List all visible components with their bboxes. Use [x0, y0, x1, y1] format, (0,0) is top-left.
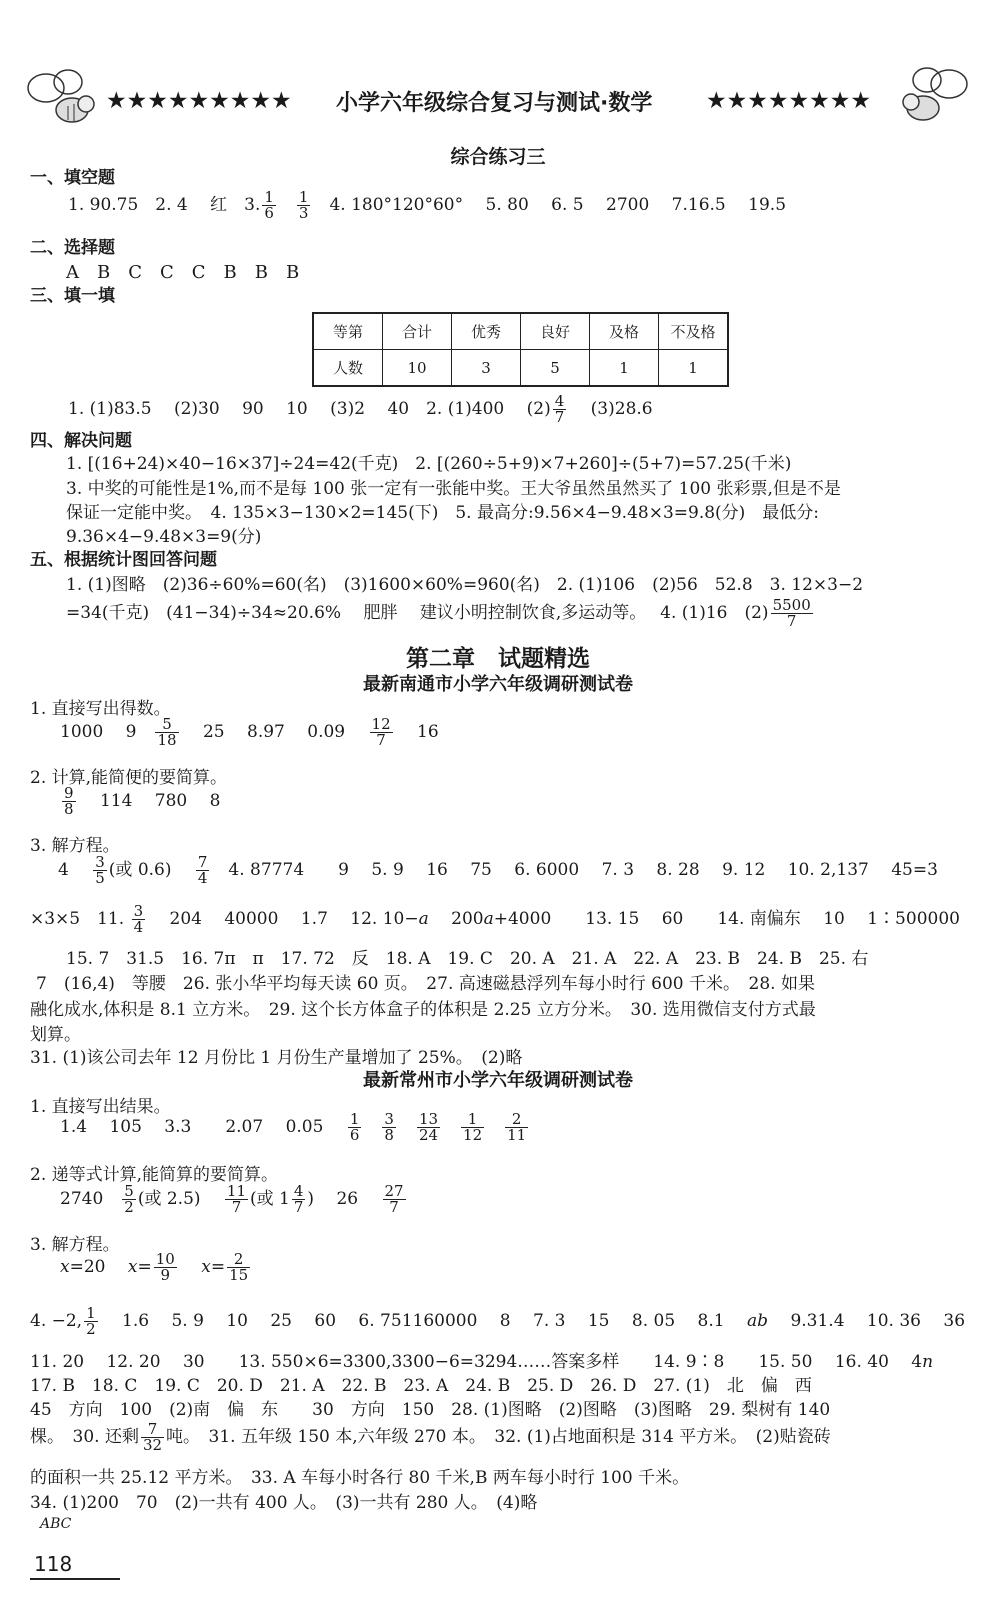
fraction: $\frac{7}{32}$	[142, 1420, 163, 1454]
section-5-heading: 五、根据统计图回答问题	[30, 550, 217, 570]
nt-line: 融化成水,体积是 8.1 立方米。 29. 这个长方体盒子的体积是 2.25 立方分米。 30. 选用微信支付方式最	[30, 1000, 816, 1020]
nantong-title: 最新南通市小学六年级调研测试卷	[363, 674, 633, 695]
s4-line: 3. 中奖的可能性是1%,而不是每 100 张一定有一张能中奖。王大爷虽然虽然买了 100 张彩票,但是不是	[66, 479, 841, 499]
footer-rule	[30, 1578, 120, 1580]
nt-q3: 3. 解方程。	[30, 836, 120, 856]
cz-line: 11. 20 12. 20 30 13. 550×6=3300,3300−6=3294……答案多样 14. 9∶8 15. 50 16. 40 4n	[30, 1352, 934, 1372]
fraction: $\frac{7}{4}$	[197, 853, 208, 887]
cz-q2-answers: 2740 $\frac{5}{2}$ (或 2.5) $\frac{11}{7}$ (或 1 $\frac{4}{7}$ ) 26 $\frac{27}{7}$	[60, 1182, 404, 1216]
nt-line: 4 $\frac{3}{5}$ (或 0.6) $\frac{7}{4}$ 4. 87774 9 5. 9 16 75 6. 6000 7. 3 8. 28 9. 12 10. 2,137 45=3	[58, 853, 938, 887]
footer-stamp: ABC	[40, 1516, 72, 1532]
section-3-heading: 三、填一填	[30, 286, 115, 306]
table-cell: 10	[383, 350, 452, 387]
fraction: $\frac{3}{5}$	[95, 853, 105, 887]
nt-q1: 1. 直接写出得数。	[30, 699, 171, 719]
cz-line: 4. −2, $\frac{1}{2}$ 1.6 5. 9 10 25 60 6. 751160000 8 7. 3 15 8. 05 8.1 ab 9.31.4 10. 36 36	[30, 1304, 966, 1338]
cz-line: 34. (1)200 70 (2)一共有 400 人。 (3)一共有 280 人。 (4)略	[30, 1493, 538, 1513]
bee-illustration-left-icon	[24, 64, 104, 134]
page-number: 118	[34, 1552, 73, 1576]
fraction: $\frac{5}{18}$	[157, 715, 177, 749]
nt-line: 划算。	[30, 1025, 81, 1045]
fraction: $\frac{4}{7}$	[554, 392, 565, 426]
table-cell: 1	[659, 350, 729, 387]
s5-line: 1. (1)图略 (2)36÷60%=60(名) (3)1600×60%=960(名) 2. (1)106 (2)56 52.8 3. 12×3−2	[66, 575, 864, 595]
cz-line: 的面积一共 25.12 平方米。 33. A 车每小时各行 80 千米,B 两车每小时行 100 千米。	[30, 1468, 690, 1488]
table-header-cell: 良好	[521, 313, 590, 350]
fraction: $\frac{2}{15}$	[229, 1250, 249, 1284]
table-header-cell: 优秀	[452, 313, 521, 350]
bee-illustration-right-icon	[893, 62, 973, 132]
nt-line: 15. 7 31.5 16. 7π π 17. 72 反 18. A 19. C 20. A 21. A 22. A 23. B 24. B 25. 右	[66, 949, 869, 969]
grade-table	[312, 312, 729, 387]
fraction: $\frac{10}{9}$	[155, 1250, 175, 1284]
fraction: $\frac{1}{6}$	[264, 188, 274, 222]
section-4-heading: 四、解决问题	[30, 431, 132, 451]
cz-q3: 3. 解方程。	[30, 1235, 120, 1255]
table-cell: 5	[521, 350, 590, 387]
nt-q2-answers: $\frac{9}{8}$ 114 780 8	[64, 784, 221, 818]
s4-line: 9.36×4−9.48×3=9(分)	[66, 527, 262, 547]
fraction: $\frac{11}{7}$	[226, 1182, 247, 1216]
fraction: $\frac{5}{2}$	[124, 1182, 134, 1216]
cz-line: 17. B 18. C 19. C 20. D 21. A 22. B 23. A 24. B 25. D 26. D 27. (1) 北 偏 西	[30, 1376, 812, 1396]
cz-q2: 2. 递等式计算,能简算的要简算。	[30, 1165, 279, 1185]
chapter-title: 第二章 试题精选	[406, 646, 590, 672]
changzhou-title: 最新常州市小学六年级调研测试卷	[363, 1070, 633, 1091]
practice-title: 综合练习三	[450, 146, 546, 168]
fraction: $\frac{1}{3}$	[298, 188, 309, 222]
fraction: $\frac{4}{7}$	[293, 1182, 304, 1216]
fraction: $\frac{12}{7}$	[371, 715, 391, 749]
header-stars-right: ★★★★★★★★	[706, 88, 871, 114]
s1-answers: 1. 90.75 2. 4 红 3. $\frac{1}{6}$ $\frac{1}{3}$ 4. 180°120°60° 5. 80 6. 5 2700 7.16.5 19.5	[68, 188, 787, 222]
fraction: $\frac{2}{11}$	[507, 1110, 527, 1144]
fraction: $\frac{9}{8}$	[64, 784, 74, 818]
s3-answers: 1. (1)83.5 (2)30 90 10 (3)2 40 2. (1)400 (2) $\frac{4}{7}$ (3)28.6	[68, 392, 653, 426]
section-2-heading: 二、选择题	[30, 238, 115, 258]
fraction: $\frac{27}{7}$	[384, 1182, 404, 1216]
table-header-cell: 等第	[313, 313, 383, 350]
table-header-cell: 及格	[590, 313, 659, 350]
cz-line: 45 方向 100 (2)南 偏 东 30 方向 150 28. (1)图略 (2)图略 (3)图略 29. 梨树有 140	[30, 1400, 831, 1420]
s4-line: 保证一定能中奖。 4. 135×3−130×2=145(下) 5. 最高分:9.56×4−9.48×3=9.8(分) 最低分:	[66, 503, 820, 523]
header-title: 小学六年级综合复习与测试·数学	[336, 91, 653, 116]
fraction: $\frac{1}{2}$	[86, 1304, 96, 1338]
table-row	[313, 350, 728, 387]
table-cell: 3	[452, 350, 521, 387]
s5-line: =34(千克) (41−34)÷34≈20.6% 肥胖 建议小明控制饮食,多运动等。 4. (1)16 (2) $\frac{5500}{7}$	[66, 596, 811, 630]
header-stars-left: ★★★★★★★★★	[106, 88, 292, 114]
nt-q1-answers: 1000 9 $\frac{5}{18}$ 25 8.97 0.09 $\frac{12}{7}$ 16	[60, 715, 439, 749]
table-header-cell: 不及格	[659, 313, 729, 350]
fraction: $\frac{3}{8}$	[384, 1110, 394, 1144]
fraction: $\frac{13}{24}$	[418, 1110, 439, 1144]
section-1-heading: 一、填空题	[30, 168, 115, 188]
nt-line: 31. (1)该公司去年 12 月份比 1 月份生产量增加了 25%。 (2)略	[30, 1048, 523, 1068]
cz-q1-answers: 1.4 105 3.3 2.07 0.05 $\frac{1}{6}$ $\frac{3}{8}$ $\frac{13}{24}$ $\frac{1}{12}$ $\frac{2}{11}$	[60, 1110, 527, 1144]
cz-q1: 1. 直接写出结果。	[30, 1097, 171, 1117]
cz-q3-answers: x=20 x= $\frac{10}{9}$ x= $\frac{2}{15}$	[60, 1250, 249, 1284]
nt-line: 7 (16,4) 等腰 26. 张小华平均每天读 60 页。 27. 高速磁悬浮列车每小时行 600 千米。 28. 如果	[36, 974, 815, 994]
fraction: $\frac{3}{4}$	[133, 902, 144, 936]
table-cell: 人数	[313, 350, 383, 387]
s4-line: 1. [(16+24)×40−16×37]÷24=42(千克) 2. [(260÷5+9)×7+260]÷(5+7)=57.25(千米)	[66, 454, 792, 474]
table-header-cell: 合计	[383, 313, 452, 350]
fraction: $\frac{1}{6}$	[349, 1110, 360, 1144]
table-row	[313, 313, 728, 350]
fraction: $\frac{1}{12}$	[463, 1110, 483, 1144]
table-cell: 1	[590, 350, 659, 387]
fraction: $\frac{5500}{7}$	[772, 596, 811, 630]
nt-line: ×3×5 11. $\frac{3}{4}$ 204 40000 1.7 12. 10−a 200a+4000 13. 15 60 14. 南偏东 10 1∶500000	[30, 902, 960, 936]
s2-answers: A B C C C B B B	[66, 262, 300, 283]
cz-line: 棵。 30. 还剩 $\frac{7}{32}$ 吨。 31. 五年级 150 本,六年级 270 本。 32. (1)占地面积是 314 平方米。 (2)贴瓷砖	[30, 1420, 831, 1454]
nt-q2: 2. 计算,能简便的要简算。	[30, 768, 228, 788]
